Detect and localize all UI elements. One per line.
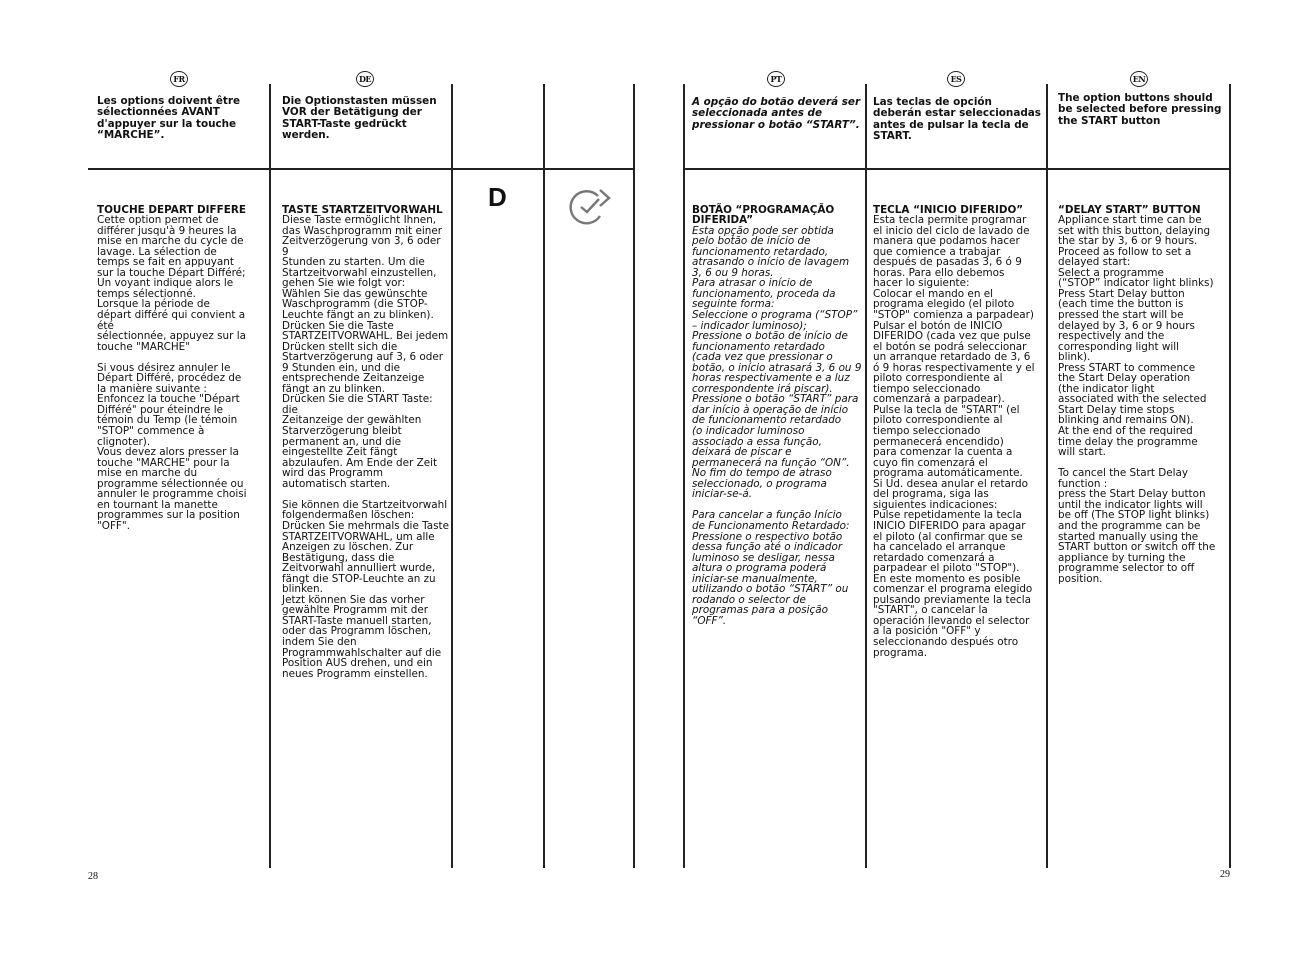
fr-section-body: Cette option permet de différer jusqu'à 9 heures la mise en marche du cycle de lavage. La sélection de temps se fait en appuyant sur la touche Départ Différé; Un voyant indique alors le temps sélectionné. Lorsque la période de départ différé qui convient a été sélectionnée, appuyez sur la touche "MARCHE" Si vous désirez annuler le Départ Différé, procédez de la manière suivante : Enfoncez la touche "Départ Différé" pour éteindre le témoin du Temp (le témoin "STOP" commence à clignoter). Vous devez alors presser la touche "MARCHE" pour la mise en marche du programme sélectionnée ou annuler le programme choisi en tournant la manette programmes sur la position "OFF".	[97, 214, 247, 532]
de-header-note: Die Optionstasten müssen VOR der Betätigung der START-Taste gedrückt werden.	[282, 95, 437, 142]
es-section	[873, 194, 1045, 658]
en-section-body: Appliance start time can be set with this button, delaying the star by 3, 6 or 9 hours. Proceed as follow to set a delayed start: Select a programme (“STOP” indicator light blinks) Press Start Delay button (each time the button is pressed the start will be delayed by 3, 6 or 9 hours respectively and the corresponding light will blink). Press START to commence the Start Delay operation (the indicator light associated with the selected Start Delay time stops blinking and remains ON). At the end of the required time delay the programme will start. To cancel the Start Delay function : press the Start Delay button until the indicator lights will be off (The STOP light blinks) and the programme can be started manually using the START button or switch off the appliance by turning the programme selector to off position.	[1058, 214, 1216, 585]
de-flag-icon: DE	[356, 71, 374, 87]
fr-header-note: Les options doivent être sélectionnées AVANT d'appuyer sur la touche “MARCHE”.	[97, 95, 241, 142]
de-section-body: Diese Taste ermöglicht Ihnen, das Waschprogramm mit einer Zeitverzögerung von 3, 6 oder 9 Stunden zu starten. Um die Startzeitvorwahl einzustellen, gehen Sie wie folgt vor: Wählen Sie das gewünschte Waschprogramm (die STOP- Leuchte fängt an zu blinken). Drücken Sie die Taste STARTZEITVORWAHL. Bei jedem Drücken stellt sich die Startverzögerung auf 3, 6 oder 9 Stunden ein, und die entsprechende Zeitanzeige fängt an zu blinken. Drücken Sie die START Taste: die Zeitanzeige der gewählten Starverzögerung bleibt permanent an, und die eingestellte Zeit fängt abzulaufen. Am Ende der Zeit wird das Programm automatisch starten. Sie können die Startzeitvorwahl folgendermaßen löschen: Drücken Sie mehrmals die Taste STARTZEITVORWAHL, um alle Anzeigen zu löschen. Zur Bestätigung, dass die Zeitvorwahl annulliert wurde, fängt die STOP-Leuchte an zu blinken. Jetzt können Sie das vorher gewählte Programm mit der START-Taste manuell starten, oder das Programm löschen, indem Sie den Programmwahlschalter auf die Position AUS drehen, und ein neues Programm einstellen.	[282, 214, 450, 680]
es-header-note: Las teclas de opción deberán estar seleccionadas antes de pulsar la tecla de START.	[873, 96, 1041, 143]
en-section-title: “DELAY START” BUTTON	[1058, 203, 1201, 216]
delay-start-clock-arrow-icon	[568, 186, 614, 228]
pt-flag-icon: PT	[767, 71, 785, 87]
left-col-divider-3	[543, 84, 545, 868]
left-col-divider-2	[451, 84, 453, 868]
option-letter: D	[488, 182, 507, 212]
right-col-divider-3	[1046, 84, 1048, 868]
pt-section-title: BOTÃO “PROGRAMAÇÃO DIFERIDA”	[692, 203, 835, 227]
right-page-number: 29	[1220, 869, 1230, 880]
es-section-title: TECLA “INICIO DIFERIDO”	[873, 203, 1024, 216]
en-header-note: The option buttons should be selected before pressing the START button	[1058, 92, 1222, 127]
fr-section	[97, 194, 265, 532]
de-section	[282, 194, 450, 679]
right-col-divider-1	[683, 84, 685, 868]
right-header-rule	[684, 168, 1231, 170]
pt-section	[692, 194, 864, 626]
right-col-divider-2	[865, 84, 867, 868]
fr-section-title: TOUCHE DEPART DIFFERE	[97, 203, 246, 216]
fr-flag-icon: FR	[170, 71, 188, 87]
left-col-divider-1	[269, 84, 271, 868]
en-section	[1058, 194, 1228, 584]
es-section-body: Esta tecla permite programar el inicio del ciclo de lavado de manera que podamos hacer que comience a trabajar después de pasadas 3, 6 ó 9 horas. Para ello debemos hacer lo siguiente: Colocar el mando en el programa elegido (el piloto "STOP" comienza a parpadear) Pulsar el botón de INICIO DIFERIDO (cada vez que pulse el botón se podrá seleccionar un arranque retardado de 3, 6 ó 9 horas respectivamente y el piloto correspondiente al tiempo seleccionado comenzará a parpadear). Pulse la tecla de "START" (el piloto correspondiente al tiempo seleccionado permanecerá encendido) para comenzar la cuenta a cuyo fin comenzará el programa automáticamente. Si Ud. desea anular el retardo del programa, siga las siguientes indicaciones: Pulse repetidamente la tecla INICIO DIFERIDO para apagar el piloto (al confirmar que se ha cancelado el arranque retardado comenzará a parpadear el piloto "STOP"). En este momento es posible comenzar el programa elegido pulsando previamente la tecla "START", o cancelar la operación llevando el selector a la posición "OFF" y seleccionando después otro programa.	[873, 214, 1035, 659]
en-flag-icon: EN	[1130, 71, 1148, 87]
pt-header-note: A opção do botão deverá ser seleccionada antes de pressionar o botão “START”.	[692, 96, 861, 131]
de-section-title: TASTE STARTZEITVORWAHL	[282, 203, 443, 216]
left-page-number: 28	[88, 871, 98, 882]
es-flag-icon: ES	[947, 71, 965, 87]
left-col-divider-4	[633, 84, 635, 868]
left-header-rule	[88, 168, 634, 170]
pt-section-body: Esta opção pode ser obtida pelo botão de início de funcionamento retardado, atrasando o início de lavagem 3, 6 ou 9 horas. Para atrasar o início de funcionamento, proceda da seguinte forma: Seleccione o programa (“STOP” – indicador luminoso); Pressione o botão de início de funcionamento retardado (cada vez que pressionar o botão, o início atrasará 3, 6 ou 9 horas respectivamente e a luz correspondente irá piscar). Pressione o botão “START” para dar início à operação de início de funcionamento retardado (o indicador luminoso associado a essa função, deixará de piscar e permanecerá na função “ON”. No fim do tempo de atraso seleccionado, o programa iniciar-se-á. Para cancelar a função Início de Funcionamento Retardado: Pressione o respectivo botão dessa função até o indicador luminoso se desligar, nessa altura o programa poderá iniciar-se manualmente, utilizando o botão “START” ou rodando o selector de programas para a posição “OFF”.	[692, 224, 862, 627]
right-col-divider-4	[1229, 84, 1231, 868]
